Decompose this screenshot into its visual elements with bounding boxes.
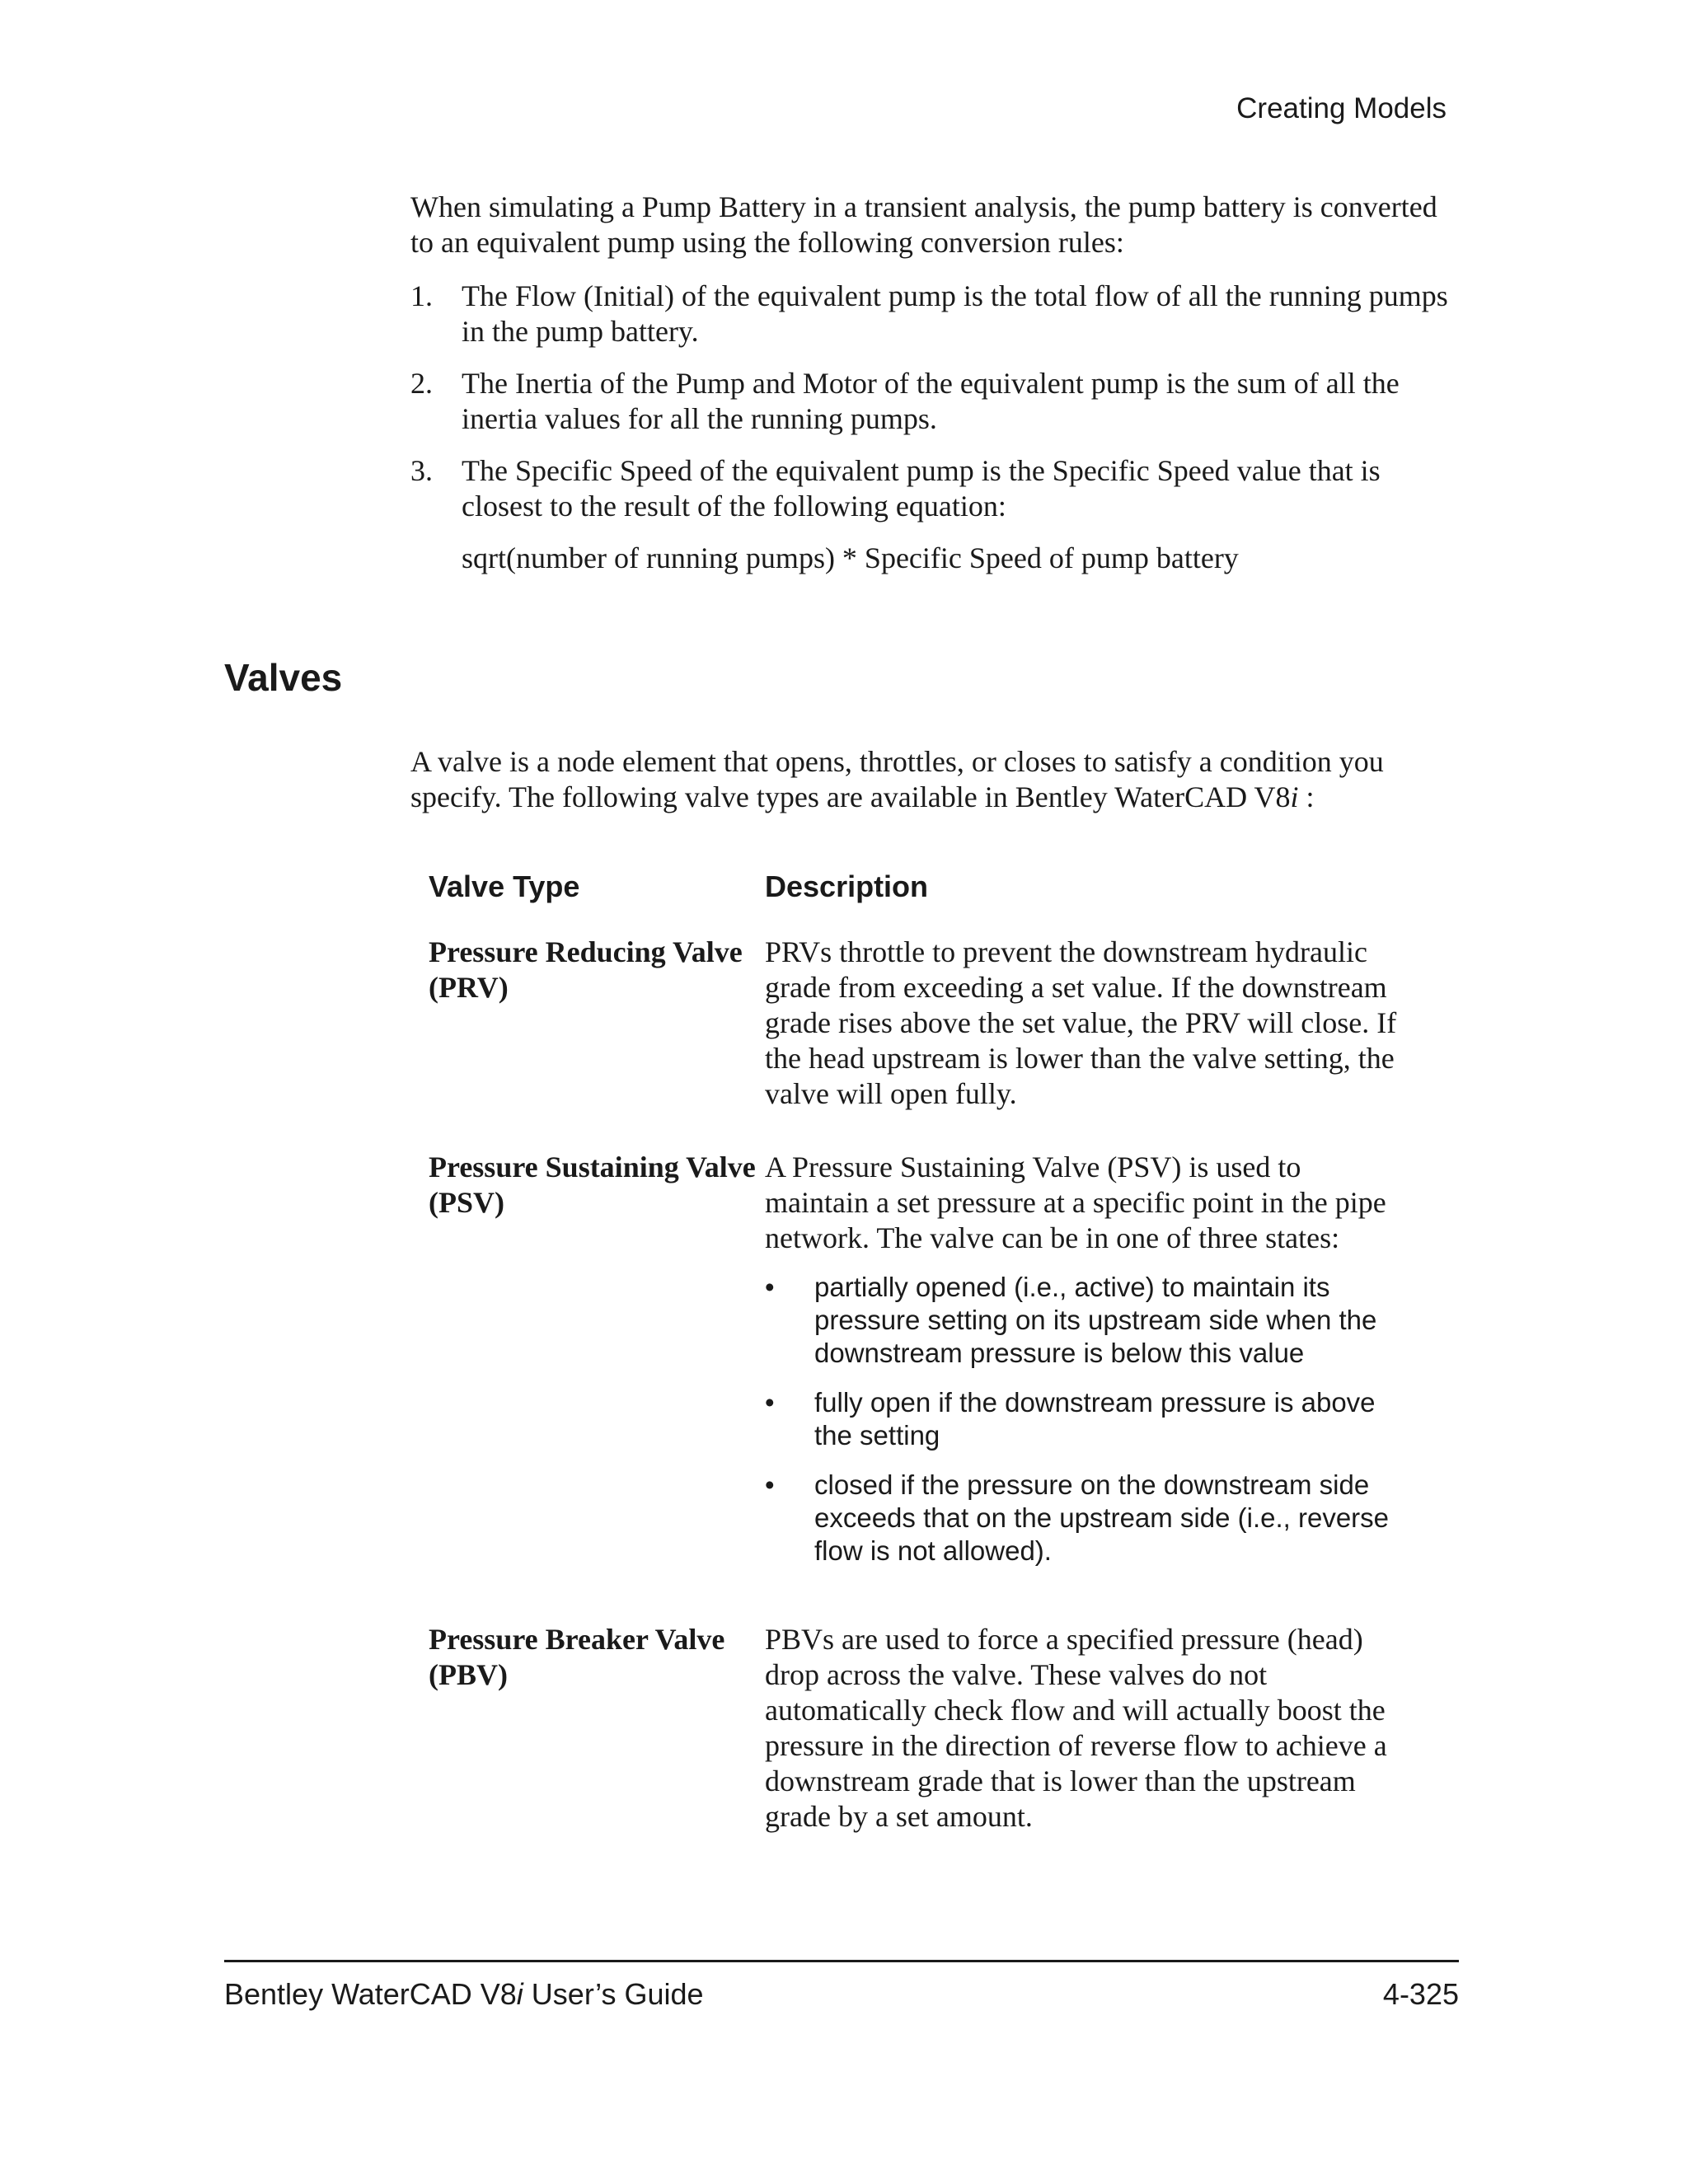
running-header: Creating Models xyxy=(1236,92,1447,124)
list-item-text: fully open if the downstream pressure is above the setting xyxy=(814,1387,1376,1451)
valves-intro-end: : xyxy=(1298,780,1315,813)
valves-intro-paragraph xyxy=(410,744,1465,815)
list-item-number: 3. xyxy=(410,454,433,487)
bullet-icon: • xyxy=(765,1469,775,1500)
list-item-number: 2. xyxy=(410,367,433,400)
list-item xyxy=(765,1386,1401,1452)
bullet-icon: • xyxy=(765,1272,775,1302)
column-header-valve-type: Valve Type xyxy=(429,869,580,903)
list-item-text: The Specific Speed of the equivalent pump is the Specific Speed value that is closest to the result of the following equation: xyxy=(462,454,1381,523)
list-item xyxy=(765,1271,1401,1370)
intro-paragraph: When simulating a Pump Battery in a transient analysis, the pump battery is converted to an equivalent pump using the following conversion rules: xyxy=(410,190,1437,259)
list-item-text: The Inertia of the Pump and Motor of the equivalent pump is the sum of all the inertia values for all the running pumps. xyxy=(462,367,1400,435)
list-item xyxy=(765,1469,1401,1568)
table-row xyxy=(429,1622,1401,1835)
valve-description: PRVs throttle to prevent the downstream hydraulic grade from exceeding a set value. If the downstream grade rises above the set value, the PRV will close. If the head upstream is lower than the valve setting, the valve will open fully. xyxy=(765,935,1397,1110)
conversion-rules-list xyxy=(410,279,1465,524)
footer-title-end: User’s Guide xyxy=(523,1977,704,2011)
table-row xyxy=(429,935,1401,1112)
valve-description: A Pressure Sustaining Valve (PSV) is used to maintain a set pressure at a specific point in the pipe network. The valve can be in one of three states: xyxy=(765,1151,1386,1254)
valve-type-cell: Pressure Breaker Valve (PBV) xyxy=(429,1623,725,1691)
section-heading-valves: Valves xyxy=(224,656,343,699)
valve-description-cell xyxy=(765,935,1401,1112)
list-item xyxy=(410,279,1465,349)
intro-section xyxy=(410,190,1465,594)
list-item-text: partially opened (i.e., active) to maintain its pressure setting on its upstream side when the downstream pressure is below this value xyxy=(814,1272,1377,1368)
valve-description: PBVs are used to force a specified pressure (head) drop across the valve. These valves do not automatically check flow and will actually boost the pressure in the direction of reverse flow to achieve a downstream grade that is lower than the upstream grade by a set amount. xyxy=(765,1623,1387,1833)
page-number: 4-325 xyxy=(1382,1977,1459,2011)
list-item-text: closed if the pressure on the downstream side exceeds that on the upstream side (i.e., reverse flow is not allowed). xyxy=(814,1469,1390,1566)
table-header-row xyxy=(429,869,1401,905)
list-item xyxy=(410,453,1465,524)
footer-guide-title xyxy=(224,1976,704,2013)
valves-intro-text: A valve is a node element that opens, throttles, or closes to satisfy a condition you specify. The following valve types are available in Bentley WaterCAD V8 xyxy=(410,745,1384,813)
valve-type-cell: Pressure Sustaining Valve (PSV) xyxy=(429,1151,756,1219)
list-item xyxy=(410,366,1465,437)
equation: sqrt(number of running pumps) * Specific Speed of pump battery xyxy=(462,541,1239,574)
valve-description-cell xyxy=(765,1622,1401,1835)
psv-states-list xyxy=(765,1271,1401,1568)
footer-divider xyxy=(224,1960,1459,1962)
list-item-number: 1. xyxy=(410,279,433,312)
footer-title-italic: i xyxy=(516,1977,523,2011)
list-item-text: The Flow (Initial) of the equivalent pump is the total flow of all the running pumps in the pump battery. xyxy=(462,279,1448,348)
product-suffix-italic: i xyxy=(1290,780,1299,813)
column-header-description: Description xyxy=(765,869,929,903)
valve-types-table xyxy=(429,869,1401,1872)
valve-description-cell xyxy=(765,1150,1401,1584)
footer-title-text: Bentley WaterCAD V8 xyxy=(224,1977,517,2011)
table-row xyxy=(429,1150,1401,1584)
bullet-icon: • xyxy=(765,1387,775,1418)
valve-type-cell: Pressure Reducing Valve (PRV) xyxy=(429,935,743,1004)
